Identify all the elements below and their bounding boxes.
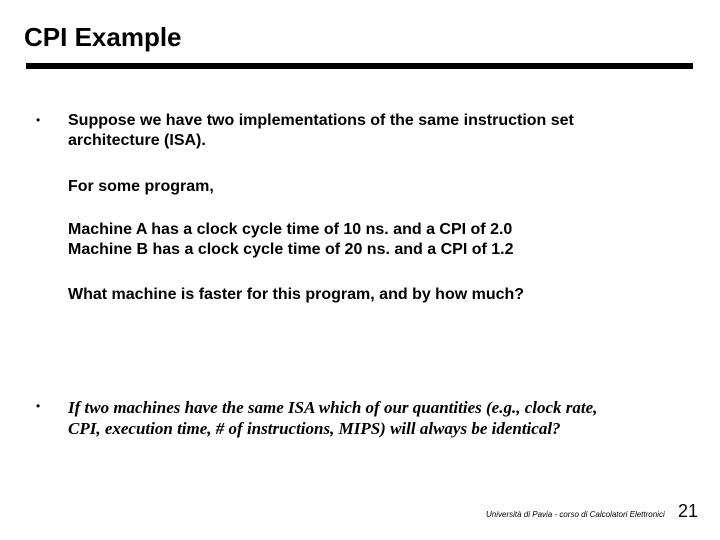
bullet-1-line-2: architecture (ISA). bbox=[68, 132, 206, 149]
for-some-program-text bbox=[68, 177, 688, 197]
title-divider bbox=[26, 63, 693, 69]
bullet-marker-1: • bbox=[36, 113, 41, 127]
machine-b-line: Machine B has a clock cycle time of 20 ns. and a CPI of 1.2 bbox=[68, 241, 514, 258]
for-some-program-line: For some program, bbox=[68, 178, 214, 195]
bullet-2-line-2: CPI, execution time, # of instructions, MIPS) will always be identical? bbox=[68, 419, 561, 438]
slide-title: CPI Example bbox=[24, 22, 182, 52]
bullet-2-text bbox=[68, 397, 688, 439]
bullet-1-text bbox=[68, 111, 688, 151]
bullet-2-line-1: If two machines have the same ISA which of our quantities (e.g., clock rate, bbox=[68, 398, 598, 417]
footer-course-text: Università di Pavia - corso di Calcolatori Elettronici bbox=[486, 510, 665, 519]
machine-a-line: Machine A has a clock cycle time of 10 ns. and a CPI of 2.0 bbox=[68, 221, 513, 238]
machines-text bbox=[68, 220, 688, 260]
bullet-marker-2: • bbox=[36, 399, 41, 413]
question-text bbox=[68, 285, 688, 305]
bullet-1-line-1: Suppose we have two implementations of the same instruction set bbox=[68, 112, 574, 129]
page-number: 21 bbox=[678, 501, 699, 521]
question-line: What machine is faster for this program, and by how much? bbox=[68, 286, 525, 303]
